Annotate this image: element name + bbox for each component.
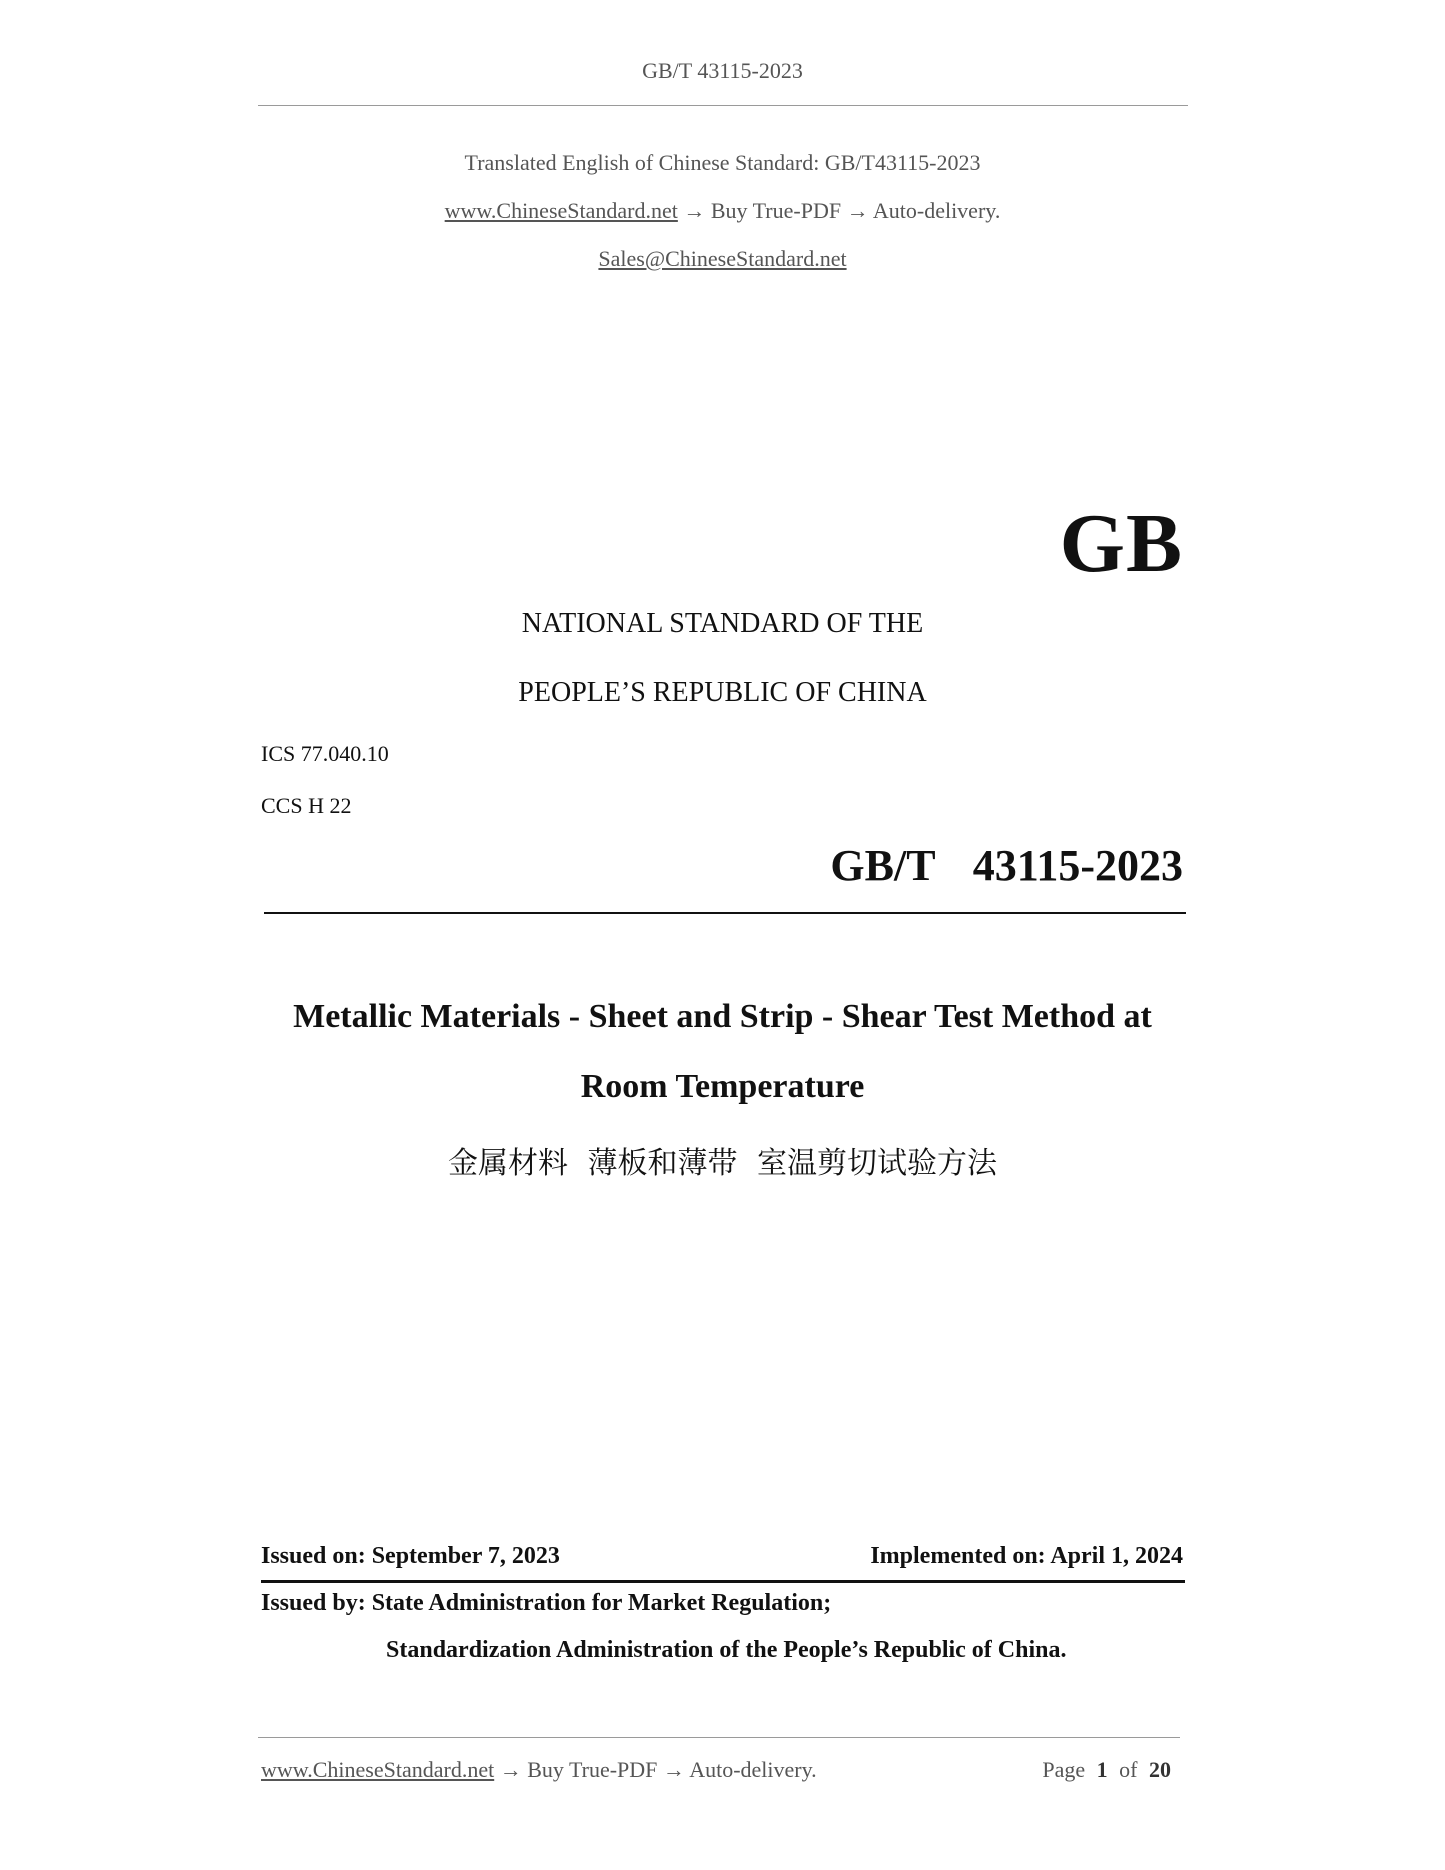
national-standard-line1: NATIONAL STANDARD OF THE	[521, 608, 924, 639]
header-divider	[258, 105, 1188, 106]
of-label: of	[1119, 1757, 1138, 1782]
standard-number-text: GB/T 43115-2023	[830, 841, 1183, 890]
footer-site-link[interactable]: www.ChineseStandard.net	[261, 1757, 495, 1782]
promo-title: Translated English of Chinese Standard: GB/T43115-2023	[464, 150, 981, 175]
promo-email	[0, 246, 1445, 272]
promo-links	[0, 198, 1445, 224]
implemented-on: Implemented on: April 1, 2024	[870, 1543, 1183, 1569]
title-zh: 金属材料 薄板和薄带 室温剪切试验方法	[447, 1146, 998, 1181]
page-label: Page	[1042, 1757, 1086, 1782]
gb-mark: GB	[1059, 497, 1183, 590]
issued-on: Issued on: September 7, 2023	[261, 1543, 560, 1569]
dates-divider	[261, 1580, 1185, 1583]
standard-number-divider	[264, 912, 1186, 914]
footer-links	[261, 1757, 817, 1783]
site-link[interactable]: www.ChineseStandard.net	[444, 198, 678, 223]
national-standard-line2: PEOPLE’S REPUBLIC OF CHINA	[518, 677, 927, 708]
page-number: 1	[1096, 1757, 1108, 1782]
running-header: GB/T 43115-2023	[642, 58, 803, 83]
footer-buy-text: → Buy True-PDF → Auto-delivery.	[499, 1757, 817, 1782]
ccs-code: CCS H 22	[261, 793, 352, 818]
ics-code: ICS 77.040.10	[261, 741, 389, 766]
email-link[interactable]: Sales@ChineseStandard.net	[598, 246, 847, 271]
issued-by-line1: Issued by: State Administration for Market Regulation;	[261, 1590, 832, 1616]
title-en-line1: Metallic Materials - Sheet and Strip - Shear Test Method at	[293, 998, 1152, 1035]
page-indicator	[1042, 1757, 1177, 1783]
issued-by-line2: Standardization Administration of the People’s Republic of China.	[386, 1637, 1067, 1663]
footer-divider	[258, 1737, 1180, 1738]
buy-text: → Buy True-PDF → Auto-delivery.	[683, 198, 1001, 223]
page-total: 20	[1149, 1757, 1171, 1782]
standard-number	[830, 840, 1183, 891]
title-en-line2: Room Temperature	[580, 1068, 865, 1105]
